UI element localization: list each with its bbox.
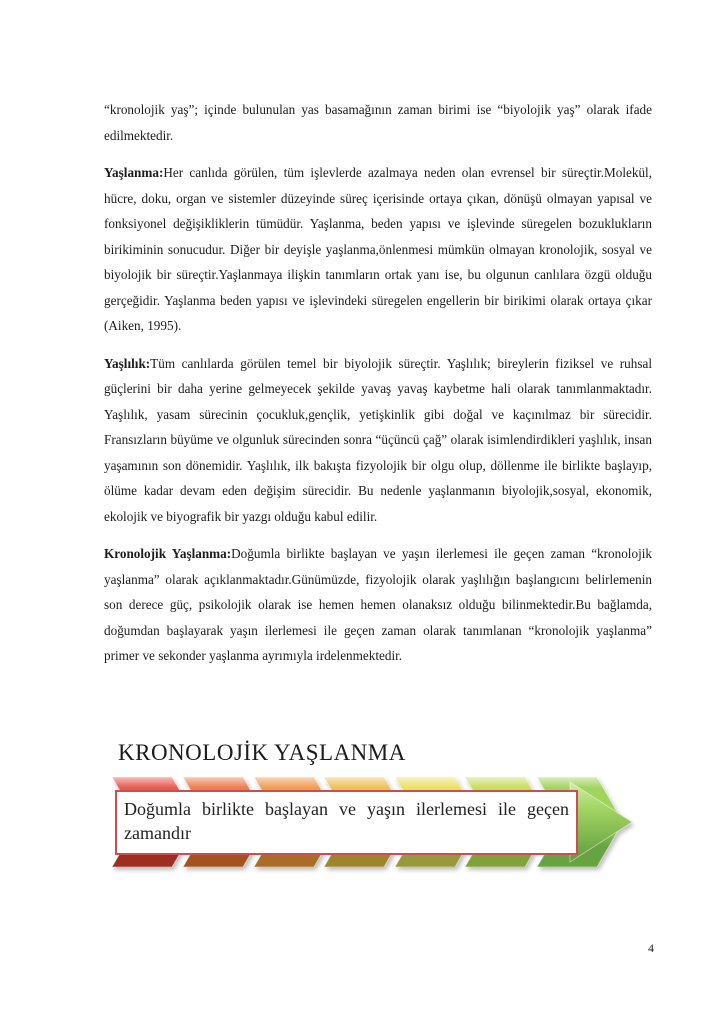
paragraph-lead: Yaşlılık:	[104, 355, 151, 371]
paragraph-text: Her canlıda görülen, tüm işlevlerde azalmaya neden olan evrensel bir süreçtir.Molekül, hücre, doku, organ ve sistemler düzeyinde süreç içerisinde ortaya çıkan, dönüşü olmayan yapısal ve fonksiyonel değişikliklerin tümüdür. Yaşlanma, beden yapısı ve işlevinde süregelen bozuklukların birikiminin sonucudur. Diğer bir deyişle yaşlanma,önlenmesi mümkün olmayan kronolojik, sosyal ve biyolojik bir süreçtir.Yaşlanmaya ilişkin tanımların ortak yanı ise, bu olgunun canlılara özgü olduğu gerçeğidir. Yaşlanma beden yapısı ve işlevindeki süregelen engellerin bir birikimi olarak ortaya çıkar (Aiken, 1995).	[104, 165, 652, 333]
body-text	[104, 97, 652, 681]
paragraph-yaslanma	[104, 160, 652, 339]
paragraph-text: Tüm canlılarda görülen temel bir biyolojik süreçtir. Yaşlılık; bireylerin fiziksel ve ruhsal güçlerini bir daha yerine gelmeyecek şekilde yavaş yavaş kaybetme hali olarak tanımlanmaktadır. Yaşlılık, yasam sürecinin çocukluk,gençlik, yetişkinlik gibi doğal ve kaçınılmaz bir sürecidir. Fransızların büyüme ve olgunluk sürecinden sonra “üçüncü çağ” olarak isimlendirdikleri yaşlılık, insan yaşamının son dönemidir. Yaşlılık, ilk bakışta fizyolojik bir olgu olup, döllenme ile birlikte başlayıp, ölüme kadar devam eden değişim sürecidir. Bu nedenle yaşlanmanın biyolojik,sosyal, ekonomik, ekolojik ve biyografik bir yazgı olduğu kabul edilir.	[104, 355, 652, 524]
paragraph-text: Doğumla birlikte başlayan ve yaşın ilerlemesi ile geçen zaman “kronolojik yaşlanma” olarak açıklanmaktadır.Günümüzde, fizyolojik olarak yaşlılığın başlangıcını belirlemenin son derece güç, psikolojik olarak ise hemen hemen olanaksız olduğu bilinmektedir.Bu bağlamda, doğumdan başlayarak yaşın ilerlemesi ile geçen zaman olarak tanımlanan “kronolojik yaşlanma” primer ve sekonder yaşlanma ayrımıyla irdelenmektedir.	[104, 546, 652, 663]
diagram-caption-box	[115, 790, 578, 855]
paragraph-yaslilik	[104, 351, 652, 530]
diagram-caption-text: Doğumla birlikte başlayan ve yaşın ilerlemesi ile geçen zamandır	[124, 799, 569, 843]
chevron-process-diagram	[112, 777, 632, 867]
page-number: 4	[648, 941, 654, 955]
paragraph-lead: Yaşlanma:	[104, 165, 164, 180]
paragraph-kronolojik-yaslanma	[104, 541, 652, 669]
paragraph-intro	[104, 97, 652, 148]
paragraph-lead: Kronolojik Yaşlanma:	[104, 546, 232, 561]
paragraph-text: “kronolojik yaş”; içinde bulunulan yas basamağının zaman birimi ise “biyolojik yaş” olarak ifade edilmektedir.	[104, 102, 652, 143]
section-heading: KRONOLOJİK YAŞLANMA	[118, 740, 406, 765]
